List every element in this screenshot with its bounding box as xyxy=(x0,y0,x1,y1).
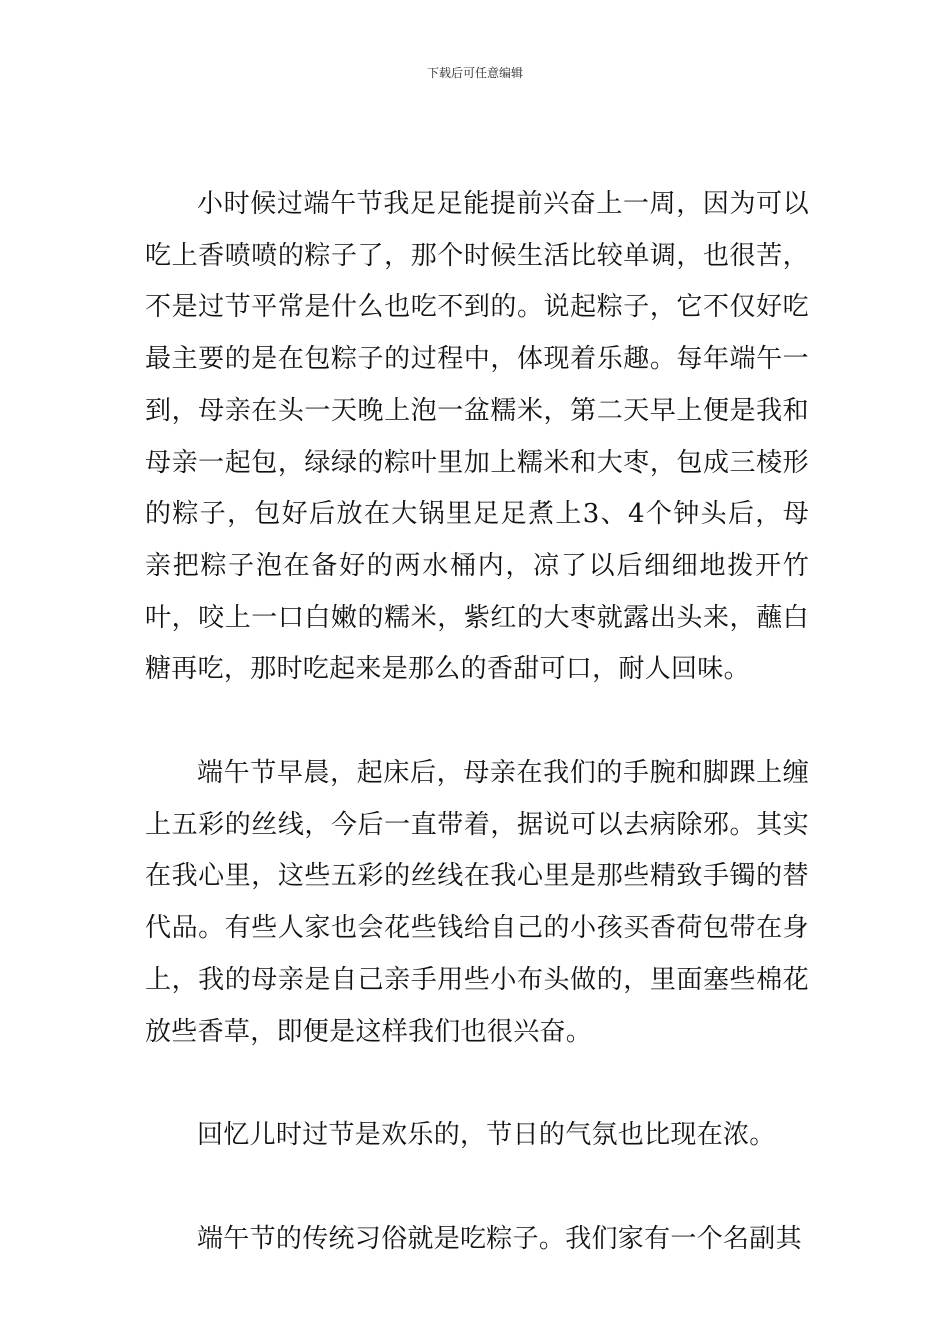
paragraph-3: 回忆儿时过节是欢乐的，节日的气氛也比现在浓。 xyxy=(197,1120,776,1151)
paragraph-4: 端午节的传统习俗就是吃粽子。我们家有一个名副其 xyxy=(197,1223,802,1254)
paragraph-1: 小时候过端午节我足足能提前兴奋上一周，因为可以吃上香喷喷的粽子了，那个时候生活比较单调，也很苦，不是过节平常是什么也吃不到的。说起粽子，它不仅好吃最主要的是在包粽子的过程中，体现着乐趣。每年端午一到，母亲在头一天晚上泡一盆糯米，第二天早上便是我和母亲一起包，绿绿的粽叶里加上糯米和大枣，包成三棱形的粽子，包好后放在大锅里足足煮上3、4个钟头后，母亲把粽子泡在备好的两水桶内，凉了以后细细地拨开竹叶，咬上一口白嫩的糯米，紫红的大枣就露出头来，蘸白糖再吃，那时吃起来是那么的香甜可口，耐人回味。 xyxy=(145,189,809,685)
paragraph-2: 端午节早晨，起床后，母亲在我们的手腕和脚踝上缠上五彩的丝线，今后一直带着，据说可以去病除邪。其实在我心里，这些五彩的丝线在我心里是那些精致手镯的替代品。有些人家也会花些钱给自己的小孩买香荷包带在身上，我的母亲是自己亲手用些小布头做的，里面塞些棉花放些香草，即便是这样我们也很兴奋。 xyxy=(145,758,809,1047)
article-body xyxy=(145,179,809,1266)
header-note: 下载后可任意编辑 xyxy=(426,66,523,80)
